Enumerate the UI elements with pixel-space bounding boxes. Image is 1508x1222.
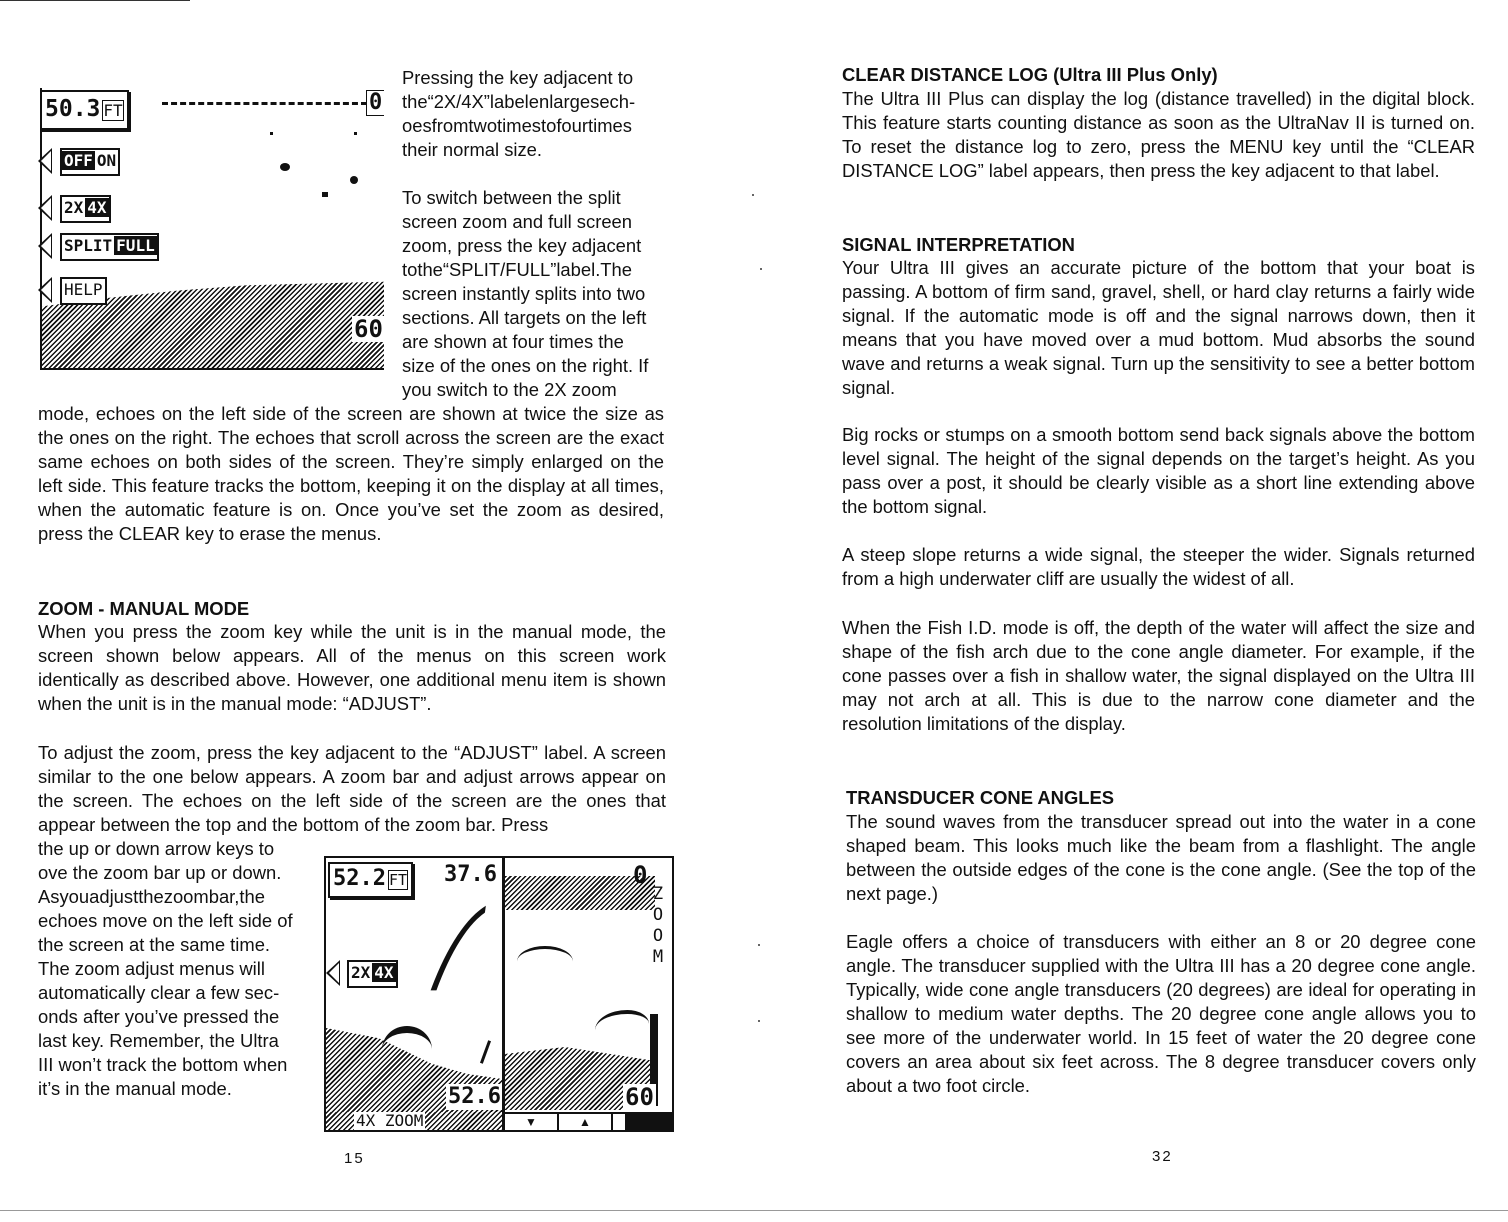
para-split-continued — [38, 402, 664, 546]
heading-zoom-manual: ZOOM - MANUAL MODE — [38, 598, 250, 619]
paragraph: mode, echoes on the left side of the screen are shown at twice the size as the ones on the right. The echoes that scroll across the screen are the exact same echoes on both sides of the screen. They’re simply enlarged on the left side. This feature tracks the bottom, keeping it on the display at all times, when the automatic feature is on. Once you’ve set the zoom as desired, press the CLEAR key to erase the menus. — [38, 403, 664, 544]
depth-readout — [40, 90, 129, 130]
text-line: it’s in the manual mode. — [38, 1078, 232, 1099]
heading-clear-distance-log: CLEAR DISTANCE LOG (Ultra III Plus Only) — [842, 64, 1218, 85]
para-signal-3 — [842, 543, 1475, 591]
heading-signal-interpretation: SIGNAL INTERPRETATION — [842, 234, 1075, 255]
text-line: Pressing the key adjacent to — [402, 67, 634, 88]
para-signal-1 — [842, 256, 1475, 400]
text-line: oesfromtwotimestofourtimes — [402, 115, 632, 136]
text-line: their normal size. — [402, 139, 543, 160]
para-zoom-manual — [38, 620, 666, 716]
paragraph: Eagle offers a choice of transducers with either an 8 or 20 degree cone angle. The transducer supplied with the Ultra III has a 20 degree cone angle. Typically, wide cone angle transducers (20 degrees) are ideal for operating in shallow to medium water depths. The 20 degree cone angle allows you to see more of the underwater world. In 15 feet of water the 20 degree cone covers an area about six feet across. The 8 degree transducer covers only about a two foot circle. — [846, 931, 1476, 1096]
zoom-letter: Z — [652, 884, 664, 904]
scan-speck — [758, 944, 760, 946]
menu-arrow-icon — [326, 960, 340, 986]
fish-arch-small — [517, 946, 573, 977]
menu-arrow-icon — [38, 277, 52, 303]
text-line: zoom, press the key adjacent — [402, 235, 642, 256]
paragraph: The sound waves from the transducer spread out into the water in a cone shaped beam. This looks much like the beam from a flashlight. The angle between the outside edges of the cone is the cone angle. (See the top of the next page.) — [846, 811, 1476, 904]
x4-option: 4X — [374, 963, 394, 982]
paragraph: Your Ultra III gives an accurate picture of the bottom that your boat is passing. A bottom of firm sand, gravel, shell, or hard clay returns a fairly wide signal. If the automatic mode is off and the signal narrows down, then it means that you have moved over a mud bottom. Mud absorbs the sound wave and returns a weak signal. Turn up the sensitivity to see a better bottom signal. — [842, 257, 1475, 398]
para-split-wrap — [402, 186, 664, 402]
heading-transducer-cone-angles: TRANSDUCER CONE ANGLES — [846, 787, 1115, 808]
full-option: FULL — [116, 236, 155, 255]
text-line: echoes move on the left side of — [38, 910, 293, 931]
text-line: size of the ones on the right. If — [402, 355, 649, 376]
zoom-letter: O — [652, 905, 664, 925]
fish-arch-icon — [270, 132, 273, 135]
text-line: onds after you’ve pressed the — [38, 1006, 280, 1027]
depth-value: 50.3 — [45, 96, 101, 122]
x4-option: 4X — [87, 198, 107, 217]
text-line: To switch between the split — [402, 187, 621, 208]
depth-scale-top: 0 — [633, 861, 648, 889]
text-line: the up or down arrow keys to — [38, 838, 275, 859]
paragraph: When the Fish I.D. mode is off, the depth of the water will affect the size and shape of the fish arch due to the cone angle diameter. For example, if the cone passes over a fish in shallow water, the signal displayed on the Ultra III may not arch at all. This is due to the narrow cone diameter and the resolution limitations of the display. — [842, 617, 1475, 734]
paragraph: When you press the zoom key while the unit is in the manual mode, the screen shown below appears. All of the menus on this screen work identically as described above. However, one additional menu item is shown when the unit is in the manual mode: “ADJUST”. — [38, 621, 666, 714]
text-line: Asyouadjustthezoombar,the — [38, 886, 265, 907]
text-line: you switch to the 2X zoom — [402, 379, 617, 400]
fish-id-toggle[interactable] — [60, 148, 120, 176]
help-button[interactable] — [60, 277, 107, 305]
scan-speck — [760, 268, 762, 270]
paragraph: To adjust the zoom, press the key adjacent to the “ADJUST” label. A screen similar to the one below appears. A zoom bar and adjust arrows appear on the screen. The echoes on the left side of the screen are the ones that appear between the top and the bottom of the zoom bar. Press — [38, 742, 666, 835]
x2-option: 2X — [64, 198, 84, 217]
text-line: ove the zoom bar up or down. — [38, 862, 282, 883]
text-line: III won’t track the bottom when — [38, 1054, 288, 1075]
x2-option: 2X — [351, 963, 371, 982]
page-number-left: 15 — [344, 1150, 365, 1167]
post-echo — [480, 1040, 491, 1064]
para-cone-2 — [846, 930, 1476, 1098]
help-label: HELP — [64, 280, 103, 299]
depth-readout — [328, 862, 413, 898]
text-line: screen instantly splits into two — [402, 283, 646, 304]
paragraph: Big rocks or stumps on a smooth bottom send back signals above the bottom level signal. The height of the signal depends on the target’s height. As you pass over a post, it should be clearly visible as a short line extending above the bottom signal. — [842, 424, 1475, 517]
scan-edge-line — [0, 1210, 1508, 1211]
text-line: the“2X/4X”labelenlargesech- — [402, 91, 636, 112]
scan-edge-line — [0, 0, 190, 1]
zoom-letter: O — [652, 926, 664, 946]
sonar-screen-menu — [40, 88, 384, 370]
zoom-bar-indicator — [625, 1114, 672, 1132]
depth-scale-bottom: 60 — [354, 315, 383, 343]
zoom-down-arrow-icon[interactable]: ▼ — [505, 1114, 559, 1132]
fish-arch-small — [595, 1010, 649, 1044]
zoom-adjust-arrows — [505, 1112, 672, 1132]
text-line: screen zoom and full screen — [402, 211, 632, 232]
para-cone-1 — [846, 810, 1476, 906]
lower-depth-readout: 52.6 — [448, 1084, 501, 1109]
depth-value: 52.2 — [333, 866, 386, 891]
para-signal-4 — [842, 616, 1475, 736]
text-line: The zoom adjust menus will — [38, 958, 265, 979]
fish-arch-icon — [280, 163, 290, 171]
para-zoom-adjust-wrap — [38, 837, 306, 1101]
fish-arch-icon — [350, 176, 358, 184]
para-clear-distance-log — [842, 87, 1475, 183]
paragraph: A steep slope returns a wide signal, the steeper the wider. Signals returned from a high underwater cliff are usually the widest of all. — [842, 544, 1475, 589]
text-line: the screen at the same time. — [38, 934, 271, 955]
zoom-2x-4x-toggle[interactable] — [60, 195, 111, 223]
zoom-label: 4X ZOOM — [356, 1111, 424, 1130]
scan-speck — [758, 1020, 760, 1022]
text-line: are shown at four times the — [402, 331, 624, 352]
depth-scale-bottom: 60 — [625, 1083, 654, 1111]
text-line: last key. Remember, the Ultra — [38, 1030, 279, 1051]
zoom-left-panel — [326, 858, 502, 1130]
scan-speck — [752, 194, 754, 196]
on-option: ON — [96, 151, 117, 170]
split-option: SPLIT — [64, 236, 113, 255]
split-full-toggle[interactable] — [60, 233, 159, 261]
para-signal-2 — [842, 423, 1475, 519]
menu-arrow-icon — [38, 233, 52, 259]
depth-scale-dashes — [162, 102, 367, 105]
text-line: tothe“SPLIT/FULL”label.The — [402, 259, 632, 280]
depth-scale-top: 0 — [366, 90, 384, 116]
upper-depth-readout: 37.6 — [444, 862, 497, 887]
page-number-right: 32 — [1152, 1148, 1173, 1165]
text-line: automatically clear a few sec- — [38, 982, 280, 1003]
para-zoom-adjust — [38, 741, 666, 837]
menu-arrow-icon — [38, 148, 52, 174]
zoom-2x-4x-toggle[interactable] — [347, 960, 398, 988]
zoom-up-arrow-icon[interactable]: ▲ — [559, 1114, 613, 1132]
off-option: OFF — [64, 151, 93, 170]
depth-unit: FT — [103, 101, 123, 120]
zoom-right-panel — [505, 858, 672, 1130]
text-line: sections. All targets on the left — [402, 307, 647, 328]
para-2x4x-wrap — [402, 66, 664, 162]
fish-arch-small — [382, 1026, 432, 1073]
zoom-letter: M — [652, 947, 664, 967]
zoom-label-bar — [326, 1112, 502, 1130]
fish-arch-icon — [354, 132, 357, 135]
fish-arch-icon — [322, 192, 328, 197]
menu-arrow-icon — [38, 195, 52, 221]
depth-unit: FT — [388, 871, 408, 889]
paragraph: The Ultra III Plus can display the log (distance travelled) in the digital block. This feature starts counting distance as soon as the UltraNav II is turned on. To reset the distance log to zero, press the MENU key until the “CLEAR DISTANCE LOG” label appears, then press the key adjacent to that label. — [842, 88, 1475, 181]
